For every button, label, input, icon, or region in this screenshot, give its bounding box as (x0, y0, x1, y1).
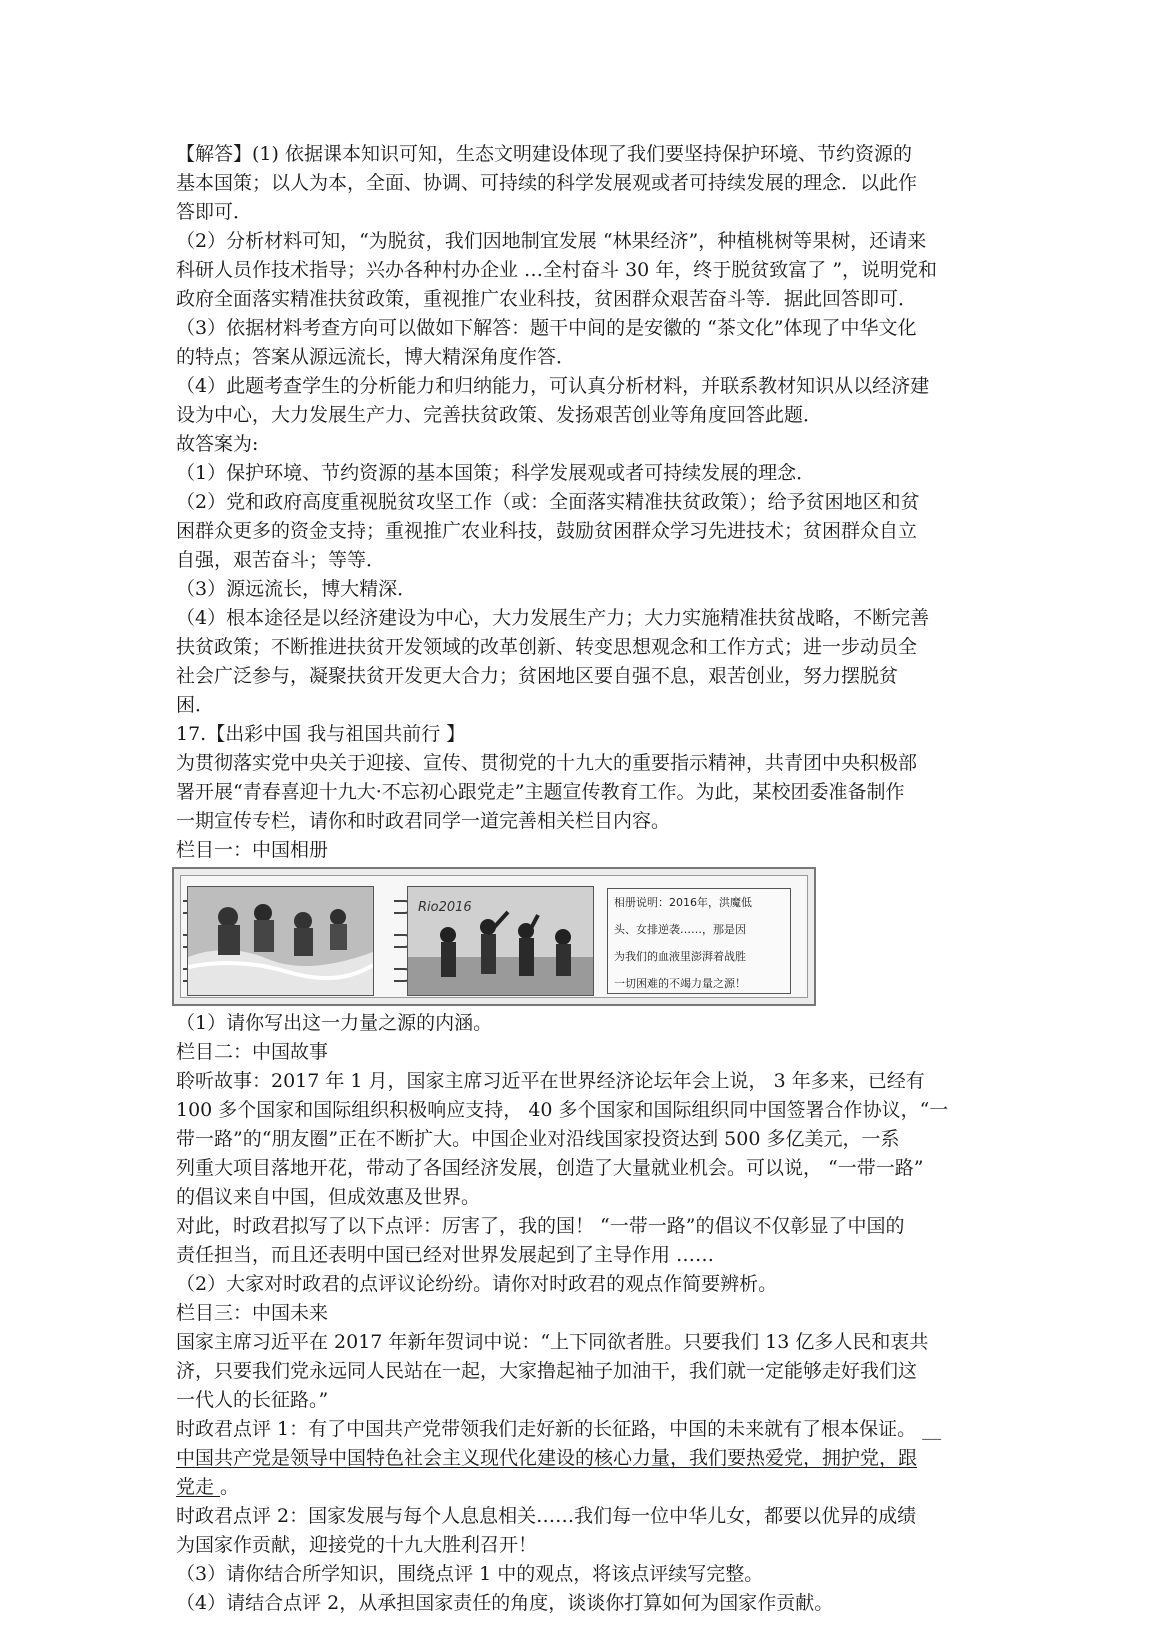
question-section (176, 1009, 986, 1444)
rio-2016-logo: Rio2016 (418, 900, 472, 915)
china-photo-album (172, 867, 816, 1006)
text-line: 列重大项目落地开花，带动了各国经济发展，创造了大量就业机会。可以说， “一带一路” (176, 1157, 924, 1179)
text-line: 政府全面落实精准扶贫政策，重视推广农业科技，贫困群众艰苦奋斗等．据此回答即可． (176, 288, 918, 310)
text-line: 国家主席习近平在 2017 年新年贺词中说：“上下同欲者胜。只要我们 13 亿多人民和衷共 (176, 1331, 929, 1353)
text-line: 100 多个国家和国际组织积极响应支持， 40 多个国家和国际组织同中国签署合作协议，“一 (176, 1099, 949, 1121)
text-line: 【解答】(1) 依据课本知识可知，生态文明建设体现了我们要坚持保护环境、节约资源的 (176, 143, 912, 165)
text-line: 对此，时政君拟写了以下点评：厉害了，我的国！ “一带一路”的倡议不仅彰显了中国的 (176, 1215, 905, 1237)
text-line: 自强，艰苦奋斗；等等． (176, 549, 386, 571)
text-line: 带一路”的“朋友圈”正在不断扩大。中国企业对沿线国家投资达到 500 多亿美元，一系 (176, 1128, 900, 1150)
text-line: 济，只要我们党永远同人民站在一起，大家撸起袖子加油干，我们就一定能够走好我们这 (176, 1360, 918, 1382)
text-line: （2）党和政府高度重视脱贫攻坚工作（或：全面落实精准扶贫政策）；给予贫困地区和贫 (176, 491, 920, 513)
question-section-end (176, 1502, 986, 1618)
document-body (176, 140, 986, 1618)
text-line: 聆听故事：2017 年 1 月，国家主席习近平在世界经济论坛年会上说， 3 年多来，已经有 (176, 1070, 925, 1092)
text-line: 设为中心，大力发展生产力、完善扶贫政策、发扬艰苦创业等角度回答此题． (176, 404, 823, 426)
text-line: （1）请你写出这一力量之源的内涵。 (176, 1012, 493, 1034)
text-line: 署开展“青春喜迎十九大·不忘初心跟党走”主题宣传教育工作。为此，某校团委准备制作 (176, 781, 905, 803)
underline-tail: 。 (220, 1476, 240, 1498)
underlined-text: 党走 (176, 1476, 221, 1498)
text-line: （2）大家对时政君的点评议论纷纷。请你对时政君的观点作简要辨析。 (176, 1273, 778, 1295)
answer-section (176, 140, 986, 865)
text-line: 17.【出彩中国 我与祖国共前行 】 (176, 723, 466, 745)
text-line: （1）保护环境、节约资源的基本国策；科学发展观或者可持续发展的理念． (176, 462, 816, 484)
text-line: 故答案为: (176, 433, 259, 455)
text-line: （4）根本途径是以经济建设为中心，大力发展生产力；大力实施精准扶贫战略，不断完善 (176, 607, 930, 629)
text-line: 栏目一：中国相册 (176, 839, 329, 861)
volleyball-team-photo (407, 886, 594, 996)
text-line: （2）分析材料可知，“为脱贫，我们因地制宜发展 “林果经济”，种植桃树等果树，还请来 (176, 230, 927, 252)
text-line: 的特点；答案从源远流长，博大精深角度作答． (176, 346, 576, 368)
text-line: 栏目三：中国未来 (176, 1302, 329, 1324)
text-line: 时政君点评 2：国家发展与每个人息息相关……我们每一位中华儿女，都要以优异的成绩 (176, 1505, 917, 1527)
text-line: 社会广泛参与，凝聚扶贫开发更大合力；贫困地区要自强不息，艰苦创业，努力摆脱贫 (176, 665, 899, 687)
text-line: 扶贫政策；不断推进扶贫开发领域的改革创新、转变思想观念和工作方式；进一步动员全 (176, 636, 918, 658)
text-line: 科研人员作技术指导；兴办各种村办企业 …全村奋斗 30 年，终于脱贫致富了 ”，说明党和 (176, 259, 938, 281)
text-line: 困． (176, 694, 215, 716)
text-line: 困群众更多的资金支持；重视推广农业科技，鼓励贫困群众学习先进技术；贫困群众自立 (176, 520, 918, 542)
text-line: 一期宣传专栏，请你和时政君同学一道完善相关栏目内容。 (176, 810, 671, 832)
text-line: （3）请你结合所学知识，围绕点评 1 中的观点，将该点评续写完整。 (176, 1563, 764, 1585)
text-line: （3）源远流长，博大精深． (176, 578, 417, 600)
text-line: 的倡议来自中国，但成效惠及世界。 (176, 1186, 481, 1208)
text-line: 为国家作贡献，迎接党的十九大胜利召开！ (176, 1534, 538, 1556)
answer-underlined-line-end (176, 1473, 986, 1502)
text-line: （4）请结合点评 2，从承担国家责任的角度，谈谈你打算如何为国家作贡献。 (176, 1592, 834, 1614)
text-line: 栏目二：中国故事 (176, 1041, 329, 1063)
text-line: （3）依据材料考查方向可以做如下解答：题干中间的是安徽的 “茶文化”体现了中华文化 (176, 317, 917, 339)
text-line: 为贯彻落实党中央关于迎接、宣传、贯彻党的十九大的重要指示精神，共青团中央积极部 (176, 752, 918, 774)
text-line: 责任担当，而且还表明中国已经对世界发展起到了主导作用 …… (176, 1244, 715, 1266)
text-line: （4）此题考查学生的分析能力和归纳能力，可认真分析材料，并联系教材知识从以经济建 (176, 375, 930, 397)
caption-line: 相册说明：2016年，洪魔低 (614, 896, 752, 909)
caption-line: 为我们的血液里澎湃着战胜 (614, 950, 746, 963)
album-frame (180, 875, 808, 998)
text-line: 答即可． (176, 201, 253, 223)
caption-line: 一切困难的不竭力量之源！ (614, 977, 746, 990)
flood-fighting-photo (187, 886, 374, 996)
text-line: 基本国策；以人为本，全面、协调、可持续的科学发展观或者可持续发展的理念．以此作 (176, 172, 918, 194)
caption-line: 头、女排逆袭……，那是因 (614, 923, 746, 936)
answer-underlined-line: 中国共产党是领导中国特色社会主义现代化建设的核心力量，我们要热爱党，拥护党，跟 (176, 1447, 918, 1469)
text-line: 一代人的长征路。” (176, 1389, 329, 1411)
text-line: 时政君点评 1：有了中国共产党带领我们走好新的长征路，中国的未来就有了根本保证。 __ (176, 1418, 942, 1440)
album-caption (607, 888, 791, 994)
